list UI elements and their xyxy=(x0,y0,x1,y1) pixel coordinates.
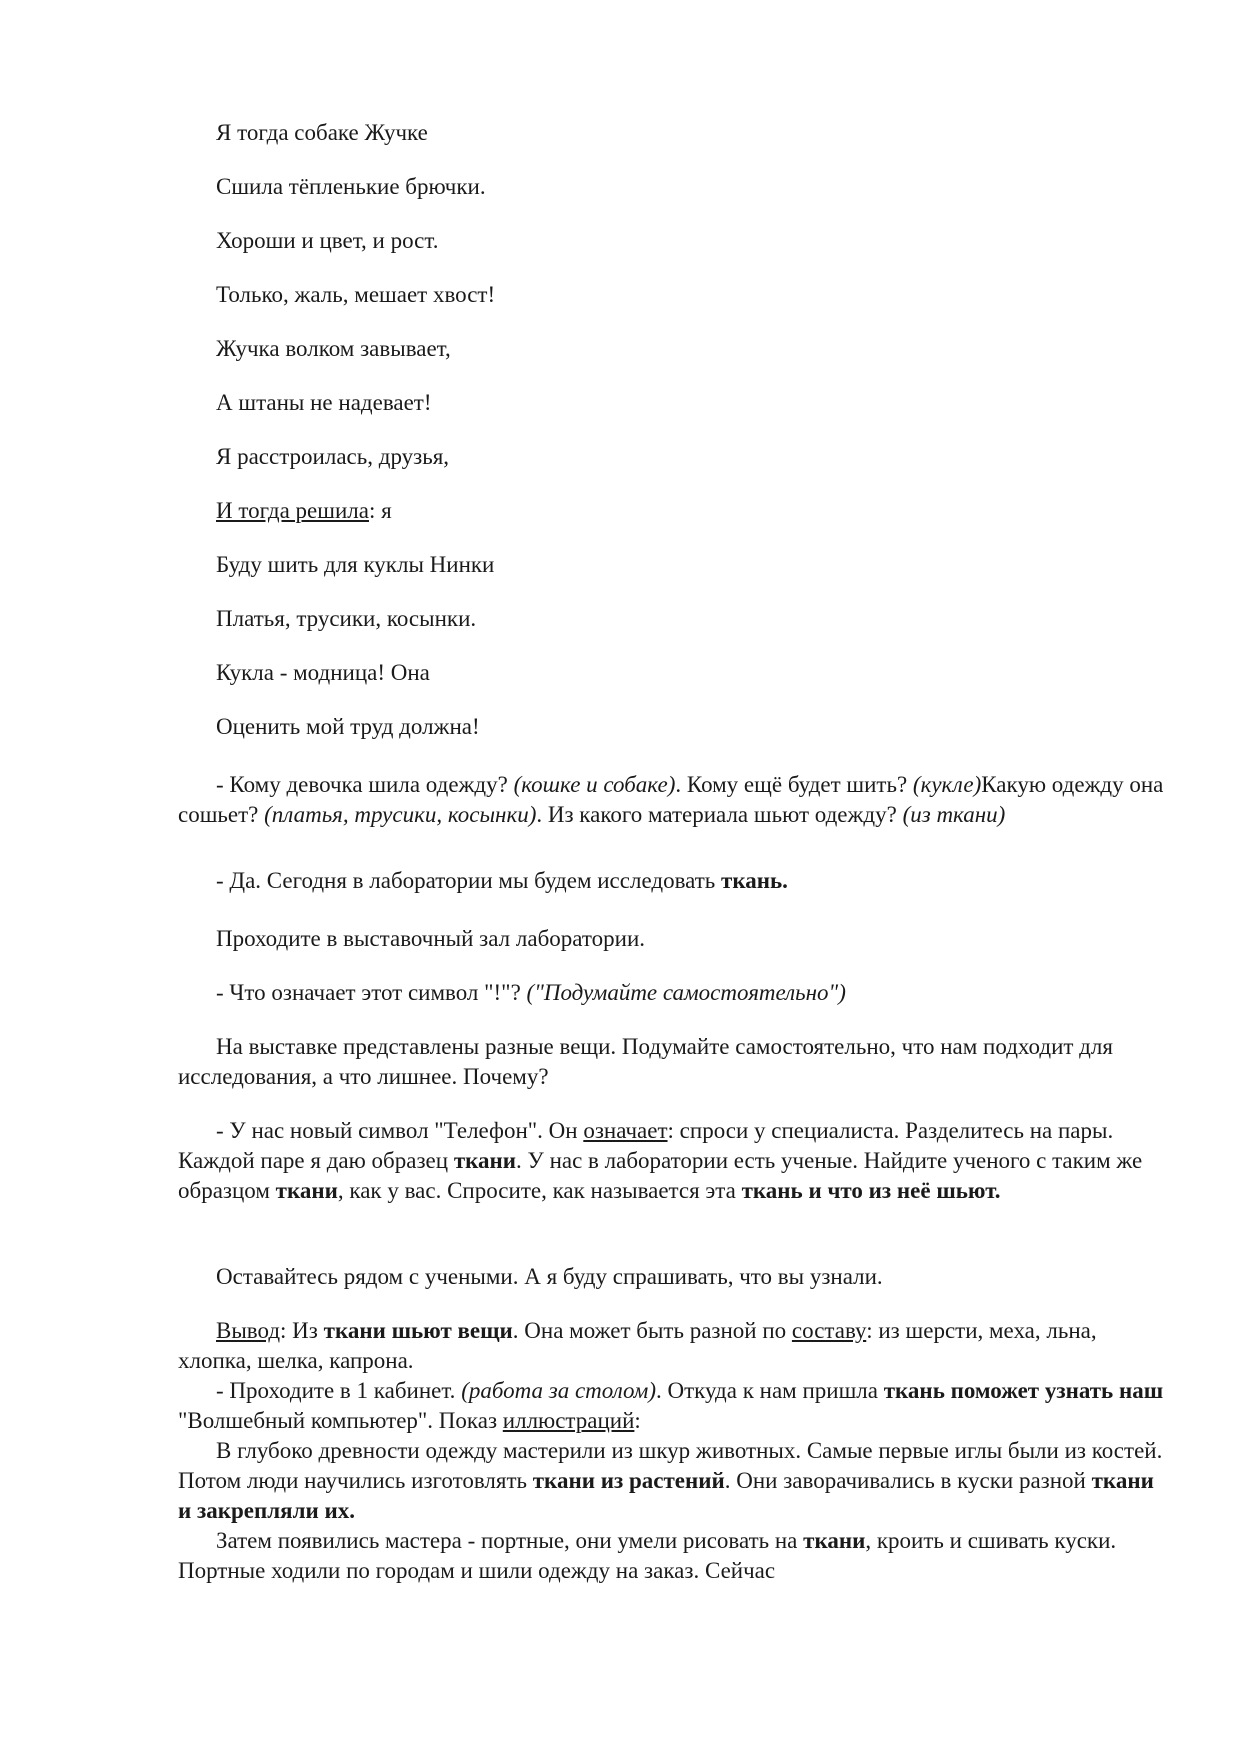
poem-line-11: Кукла - модница! Она xyxy=(216,660,430,685)
poem-line-9: Буду шить для куклы Нинки xyxy=(216,552,495,577)
paragraph-questions: - Кому девочка шила одежду? (кошке и собаке). Кому ещё будет шить? (кукле)Какую одежду она сошьет? (платья, трусики, косынки). Из какого материала шьют одежду? (из ткани) xyxy=(178,772,1164,827)
paragraph-symbol: - Что означает этот символ "!"? ("Подумайте самостоятельно") xyxy=(216,980,846,1005)
poem-line-10: Платья, трусики, косынки. xyxy=(216,606,477,631)
paragraph-research: - Да. Сегодня в лаборатории мы будем исследовать ткань. xyxy=(216,868,788,893)
poem-line-3: Хороши и цвет, и рост. xyxy=(216,228,439,253)
poem-line-1: Я тогда собаке Жучке xyxy=(216,120,428,145)
paragraph-ancient: В глубоко древности одежду мастерили из шкур животных. Самые первые иглы были из костей. Потом люди научились изготовлять ткани из растений. Они заворачивались в куски разной ткани и закрепляли их. xyxy=(178,1438,1163,1523)
paragraph-exhibit: Проходите в выставочный зал лаборатории. xyxy=(216,926,646,951)
poem-line-8: И тогда решила: я xyxy=(216,498,392,523)
paragraph-exhibition: На выставке представлены разные вещи. Подумайте самостоятельно, что нам подходит для исследования, а что лишнее. Почему? xyxy=(178,1034,1113,1089)
paragraph-cabinet: - Проходите в 1 кабинет. (работа за столом). Откуда к нам пришла ткань поможет узнать наш "Волшебный компьютер". Показ иллюстраций: xyxy=(178,1378,1164,1433)
poem-line-2: Сшила тёпленькие брючки. xyxy=(216,174,486,199)
underlined-text: И тогда решила xyxy=(216,498,369,523)
paragraph-stay: Оставайтесь рядом с учеными. А я буду спрашивать, что вы узнали. xyxy=(216,1264,883,1289)
poem-line-5: Жучка волком завывает, xyxy=(216,336,451,361)
poem-line-6: А штаны не надевает! xyxy=(216,390,432,415)
poem-line-4: Только, жаль, мешает хвост! xyxy=(216,282,496,307)
paragraph-phone-symbol: - У нас новый символ "Телефон". Он означает: спроси у специалиста. Разделитесь на пары. Каждой паре я даю образец ткани. У нас в лаборатории есть ученые. Найдите ученого с таким же образцом ткани, как у вас. Спросите, как называется эта ткань и что из неё шьют. xyxy=(178,1118,1143,1203)
paragraph-conclusion: Вывод: Из ткани шьют вещи. Она может быть разной по составу: из шерсти, меха, льна, хлопка, шелка, капрона. xyxy=(178,1318,1097,1373)
poem-line-12: Оценить мой труд должна! xyxy=(216,714,480,739)
paragraph-tailors: Затем появились мастера - портные, они умели рисовать на ткани, кроить и сшивать куски. Портные ходили по городам и шили одежду на заказ. Сейчас xyxy=(178,1528,1117,1583)
poem-line-7: Я расстроилась, друзья, xyxy=(216,444,450,469)
